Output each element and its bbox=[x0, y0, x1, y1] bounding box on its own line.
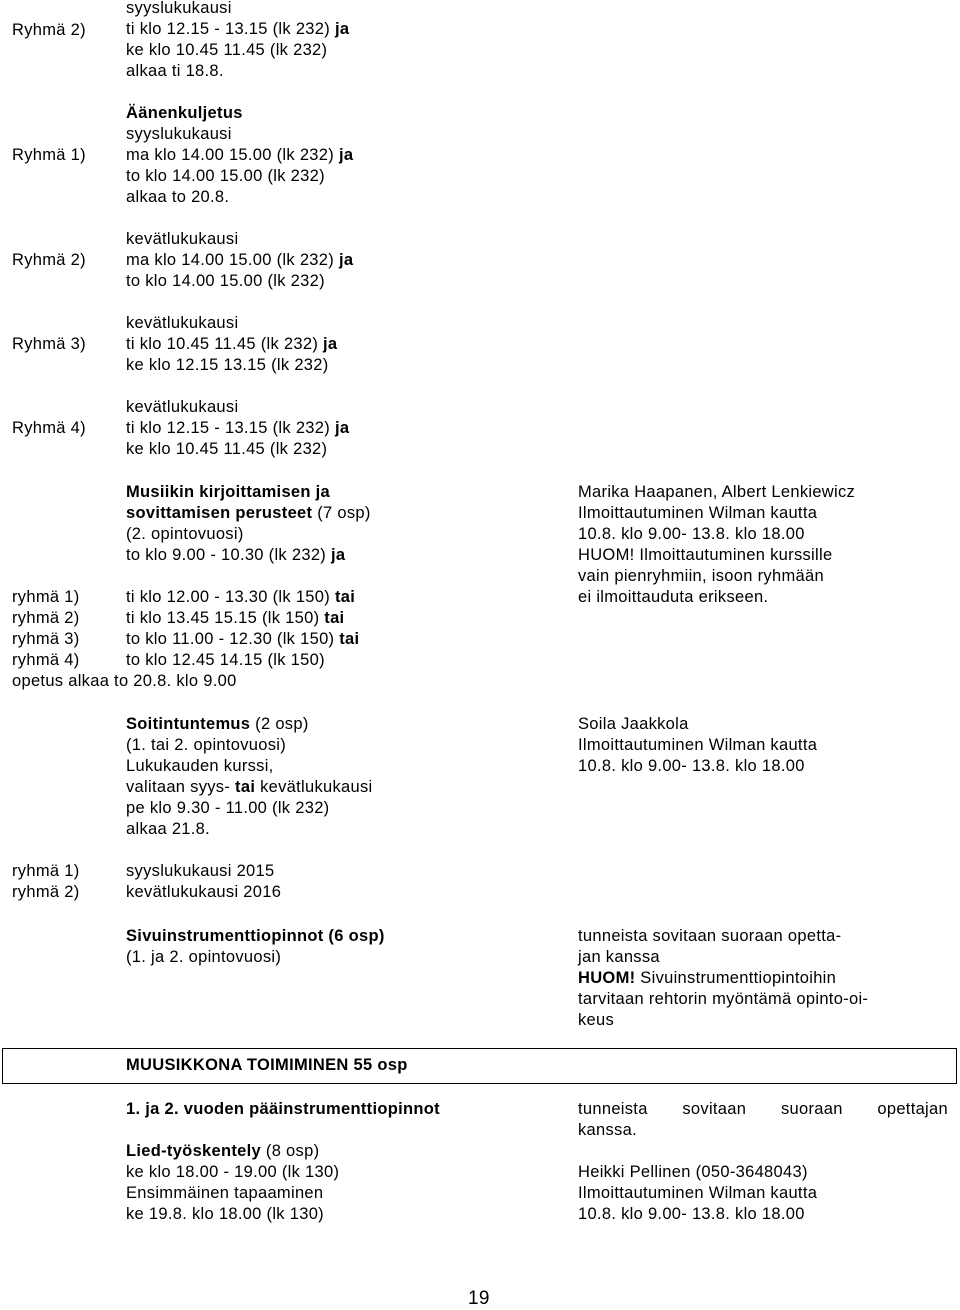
course-title: sovittamisen perusteet (7 osp) bbox=[126, 504, 371, 522]
group-label: Ryhmä 1) bbox=[12, 146, 86, 164]
group-label: Ryhmä 3) bbox=[12, 335, 86, 353]
schedule-line: ke klo 12.15 13.15 (lk 232) bbox=[126, 356, 329, 374]
course-note: Ensimmäinen tapaaminen bbox=[126, 1184, 324, 1202]
course-title: Sivuinstrumenttiopinnot (6 osp) bbox=[126, 927, 385, 945]
course-title: Lied-työskentely (8 osp) bbox=[126, 1142, 320, 1160]
registration-dates: 10.8. klo 9.00- 13.8. klo 18.00 bbox=[578, 757, 805, 775]
group-label: ryhmä 2) bbox=[12, 883, 80, 901]
schedule-line: to klo 12.45 14.15 (lk 150) bbox=[126, 651, 325, 669]
group-label: Ryhmä 2) bbox=[12, 251, 86, 269]
start-note: alkaa 21.8. bbox=[126, 820, 211, 838]
course-title: Musiikin kirjoittamisen ja bbox=[126, 483, 331, 501]
schedule-line: kevätlukukausi bbox=[126, 314, 239, 332]
course-title: 1. ja 2. vuoden pääinstrumenttiopinnot bbox=[126, 1100, 440, 1118]
schedule-line: syyslukukausi bbox=[126, 125, 232, 143]
note-line: kanssa. bbox=[578, 1121, 637, 1139]
schedule-line: ti klo 10.45 11.45 (lk 232) ja bbox=[126, 335, 338, 353]
schedule-line: ti klo 12.00 - 13.30 (lk 150) tai bbox=[126, 588, 356, 606]
note-line: keus bbox=[578, 1011, 615, 1029]
page-number: 19 bbox=[468, 1288, 490, 1309]
schedule-line: to klo 9.00 - 10.30 (lk 232) ja bbox=[126, 546, 346, 564]
note-line: tunneista sovitaan suoraan opettajan bbox=[578, 1100, 948, 1118]
schedule-line: alkaa ti 18.8. bbox=[126, 62, 224, 80]
teacher-info: Soila Jaakkola bbox=[578, 715, 689, 733]
schedule-line: ke klo 10.45 11.45 (lk 232) bbox=[126, 41, 328, 59]
schedule-line: pe klo 9.30 - 11.00 (lk 232) bbox=[126, 799, 330, 817]
course-year: (1. ja 2. opintovuosi) bbox=[126, 948, 282, 966]
course-title: Äänenkuljetus bbox=[126, 104, 243, 122]
schedule-line: ti klo 13.45 15.15 (lk 150) tai bbox=[126, 609, 345, 627]
note-line: tunneista sovitaan suoraan opetta- bbox=[578, 927, 842, 945]
course-title: Soitintuntemus (2 osp) bbox=[126, 715, 309, 733]
note-line: HUOM! Sivuinstrumenttiopintoihin bbox=[578, 969, 837, 987]
group-label: ryhmä 4) bbox=[12, 651, 80, 669]
note-line: HUOM! Ilmoittautuminen kurssille bbox=[578, 546, 833, 564]
group-label: Ryhmä 4) bbox=[12, 419, 86, 437]
registration-info: Ilmoittautuminen Wilman kautta bbox=[578, 504, 818, 522]
note-line: ei ilmoittauduta erikseen. bbox=[578, 588, 769, 606]
teacher-info: Heikki Pellinen (050-3648043) bbox=[578, 1163, 808, 1181]
schedule-line: ma klo 14.00 15.00 (lk 232) ja bbox=[126, 146, 354, 164]
group-label: ryhmä 1) bbox=[12, 588, 80, 606]
course-year: (2. opintovuosi) bbox=[126, 525, 244, 543]
schedule-line: syyslukukausi bbox=[126, 0, 232, 17]
schedule-line: to klo 14.00 15.00 (lk 232) bbox=[126, 272, 325, 290]
course-note: Lukukauden kurssi, bbox=[126, 757, 274, 775]
schedule-line: ti klo 12.15 - 13.15 (lk 232) ja bbox=[126, 419, 350, 437]
schedule-line: ma klo 14.00 15.00 (lk 232) ja bbox=[126, 251, 354, 269]
registration-info: Ilmoittautuminen Wilman kautta bbox=[578, 736, 818, 754]
schedule-line: to klo 14.00 15.00 (lk 232) bbox=[126, 167, 325, 185]
schedule-line: ke 19.8. klo 18.00 (lk 130) bbox=[126, 1205, 324, 1223]
start-note: opetus alkaa to 20.8. klo 9.00 bbox=[12, 672, 237, 690]
registration-dates: 10.8. klo 9.00- 13.8. klo 18.00 bbox=[578, 1205, 805, 1223]
registration-info: Ilmoittautuminen Wilman kautta bbox=[578, 1184, 818, 1202]
schedule-line: ke klo 10.45 11.45 (lk 232) bbox=[126, 440, 328, 458]
schedule-line: ti klo 12.15 - 13.15 (lk 232) ja bbox=[126, 20, 350, 38]
note-line: vain pienryhmiin, isoon ryhmään bbox=[578, 567, 824, 585]
note-line: jan kanssa bbox=[578, 948, 660, 966]
schedule-line: ke klo 18.00 - 19.00 (lk 130) bbox=[126, 1163, 340, 1181]
group-label: ryhmä 1) bbox=[12, 862, 80, 880]
section-title: MUUSIKKONA TOIMIMINEN 55 osp bbox=[126, 1056, 408, 1074]
registration-dates: 10.8. klo 9.00- 13.8. klo 18.00 bbox=[578, 525, 805, 543]
group-label: ryhmä 3) bbox=[12, 630, 80, 648]
schedule-line: syyslukukausi 2015 bbox=[126, 862, 275, 880]
schedule-line: kevätlukukausi 2016 bbox=[126, 883, 282, 901]
schedule-line: kevätlukukausi bbox=[126, 230, 239, 248]
group-label: Ryhmä 2) bbox=[12, 21, 86, 39]
schedule-line: to klo 11.00 - 12.30 (lk 150) tai bbox=[126, 630, 360, 648]
course-note: valitaan syys- tai kevätlukukausi bbox=[126, 778, 373, 796]
group-label: ryhmä 2) bbox=[12, 609, 80, 627]
teacher-info: Marika Haapanen, Albert Lenkiewicz bbox=[578, 483, 856, 501]
course-year: (1. tai 2. opintovuosi) bbox=[126, 736, 287, 754]
note-line: tarvitaan rehtorin myöntämä opinto-oi- bbox=[578, 990, 869, 1008]
schedule-line: kevätlukukausi bbox=[126, 398, 239, 416]
schedule-line: alkaa to 20.8. bbox=[126, 188, 230, 206]
